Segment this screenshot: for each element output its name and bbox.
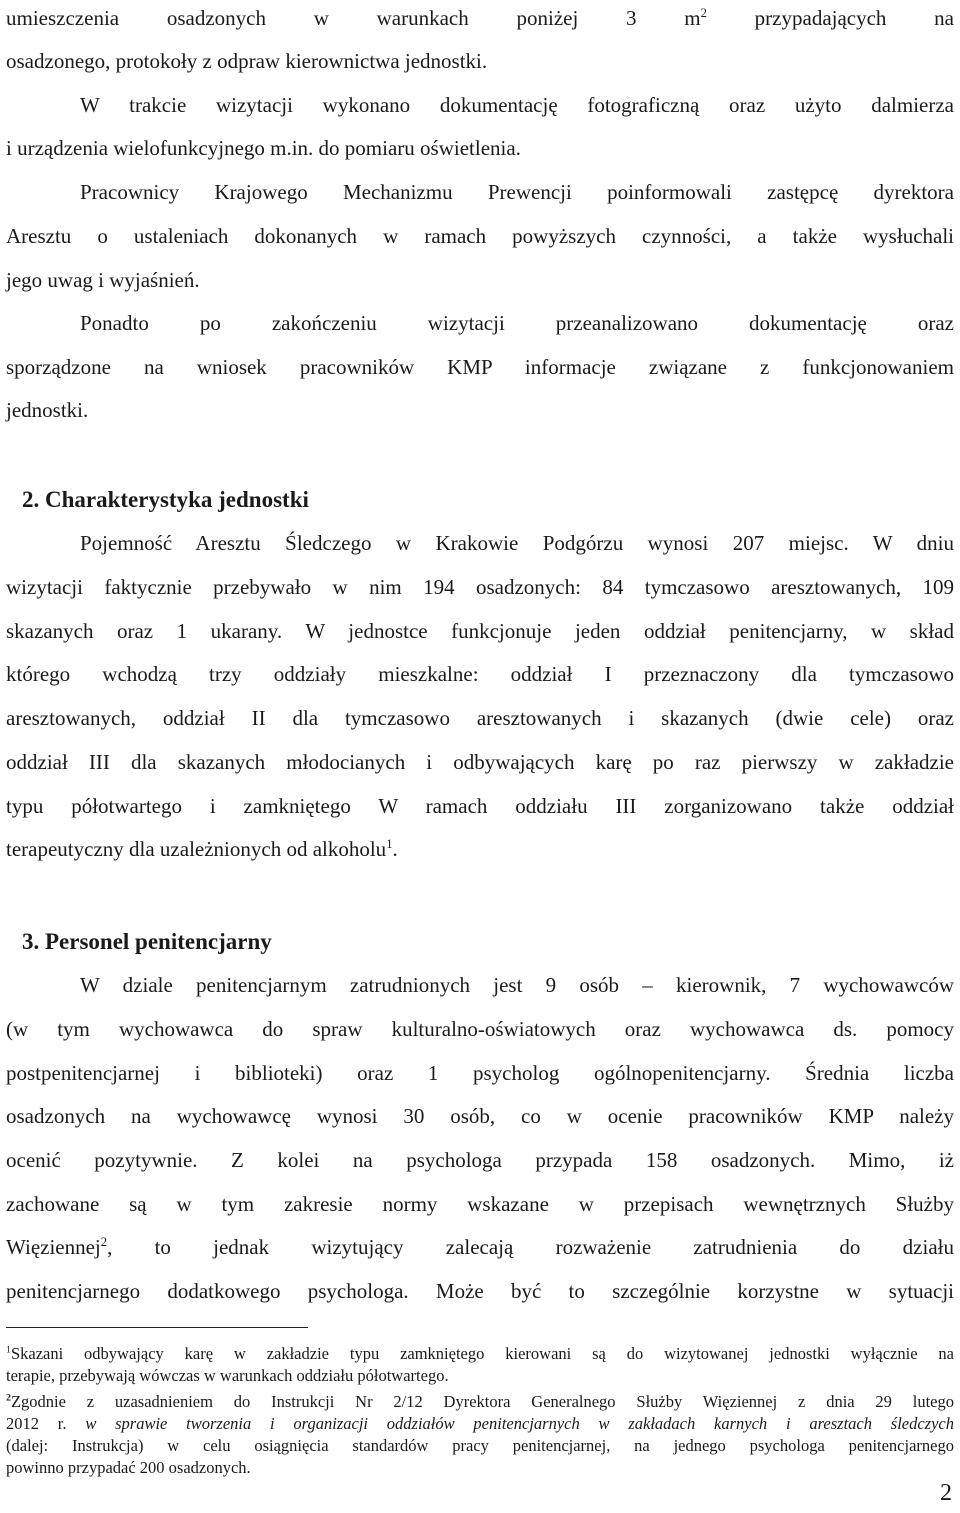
- paragraph-line: Pracownicy Krajowego Mechanizmu Prewencji poinformowali zastępcę dyrektora: [80, 180, 954, 204]
- paragraph-line: typu półotwartego i zamkniętego W ramach oddziału III zorganizowano także oddział: [6, 794, 954, 818]
- footnote-line: (dalej: Instrukcja) w celu osiągnięcia standardów pracy penitencjarnej, na jednego psychologa penitencjarnego: [6, 1436, 954, 1455]
- footnote-ref: 1: [386, 837, 393, 851]
- paragraph-line: osadzonych na wychowawcę wynosi 30 osób, co w ocenie pracowników KMP należy: [6, 1104, 954, 1128]
- footnote-separator: [6, 1327, 308, 1328]
- paragraph-line: i urządzenia wielofunkcyjnego m.in. do pomiaru oświetlenia.: [6, 136, 521, 160]
- paragraph-line: jego uwag i wyjaśnień.: [6, 268, 200, 292]
- footnote-marker: 2: [6, 1392, 11, 1404]
- paragraph-line: Więziennej$^2$, to jednak wizytujący zalecają rozważenie zatrudnienia do działu: [6, 1235, 954, 1259]
- footnote-line: 2012 r. w sprawie tworzenia i organizacji oddziałów penitencjarnych w zakładach karnych i aresztach śledczych: [6, 1414, 954, 1433]
- paragraph-line: sporządzone na wniosek pracowników KMP informacje związane z funkcjonowaniem: [6, 355, 954, 379]
- section-heading-characteristics: 2. Charakterystyka jednostki: [22, 487, 309, 512]
- paragraph-line: Pojemność Aresztu Śledczego w Krakowie Podgórzu wynosi 207 miejsc. W dniu: [80, 531, 954, 555]
- paragraph-line: zachowane są w tym zakresie normy wskazane w przepisach wewnętrznych Służby: [6, 1192, 954, 1216]
- superscript: 2: [700, 6, 707, 20]
- paragraph-line: W dziale penitencjarnym zatrudnionych jest 9 osób – kierownik, 7 wychowawców: [80, 973, 954, 997]
- paragraph-line: Aresztu o ustaleniach dokonanych w ramach powyższych czynności, a także wysłuchali: [6, 224, 954, 248]
- paragraph-line: osadzonego, protokoły z odpraw kierownictwa jednostki.: [6, 49, 488, 73]
- paragraph-line: oddział III dla skazanych młodocianych i odbywających karę po raz pierwszy w zakładzie: [6, 750, 954, 774]
- paragraph-line: Ponadto po zakończeniu wizytacji przeanalizowano dokumentację oraz: [80, 311, 954, 335]
- footnote-ref: 2: [100, 1235, 108, 1249]
- paragraph-line: jednostki.: [6, 398, 89, 422]
- paragraph-line: terapeutyczny dla uzależnionych od alkoholu$^1$.: [6, 837, 398, 861]
- paragraph-line: (w tym wychowawca do spraw kulturalno-oświatowych oraz wychowawca ds. pomocy: [6, 1017, 954, 1041]
- footnote-2: $^2$Zgodnie z uzasadnieniem do Instrukcji Nr 2/12 Dyrektora Generalnego Służby Więziennej z dnia 29 lutego: [6, 1392, 954, 1411]
- page-number: 2: [940, 1480, 952, 1506]
- paragraph-line: penitencjarnego dodatkowego psychologa. Może być to szczególnie korzystne w sytuacji: [6, 1279, 954, 1303]
- paragraph-line: W trakcie wizytacji wykonano dokumentację fotograficzną oraz użyto dalmierza: [80, 93, 954, 117]
- section-heading-staff: 3. Personel penitencjarny: [22, 929, 272, 954]
- paragraph-line: skazanych oraz 1 ukarany. W jednostce funkcjonuje jeden oddział penitencjarny, w skład: [6, 619, 954, 643]
- footnote-marker: 1: [6, 1344, 11, 1356]
- footnote-1: $^1$Skazani odbywający karę w zakładzie typu zamkniętego kierowani są do wizytowanej jednostki wyłącznie na: [6, 1344, 954, 1363]
- footnote-line: terapie, przebywają wówczas w warunkach oddziału półotwartego.: [6, 1366, 449, 1385]
- paragraph-line: umieszczenia osadzonych w warunkach poniżej 3 $m^2$ przypadających na: [6, 6, 954, 30]
- paragraph-line: wizytacji faktycznie przebywało w nim 194 osadzonych: 84 tymczasowo aresztowanych, 109: [6, 575, 954, 599]
- footnote-line: powinno przypadać 200 osadzonych.: [6, 1458, 251, 1477]
- paragraph-line: aresztowanych, oddział II dla tymczasowo aresztowanych i skazanych (dwie cele) oraz: [6, 706, 954, 730]
- paragraph-line: ocenić pozytywnie. Z kolei na psychologa przypada 158 osadzonych. Mimo, iż: [6, 1148, 954, 1172]
- paragraph-line: którego wchodzą trzy oddziały mieszkalne: oddział I przeznaczony dla tymczasowo: [6, 662, 954, 686]
- paragraph-line: postpenitencjarnej i biblioteki) oraz 1 psycholog ogólnopenitencjarny. Średnia liczba: [6, 1061, 954, 1085]
